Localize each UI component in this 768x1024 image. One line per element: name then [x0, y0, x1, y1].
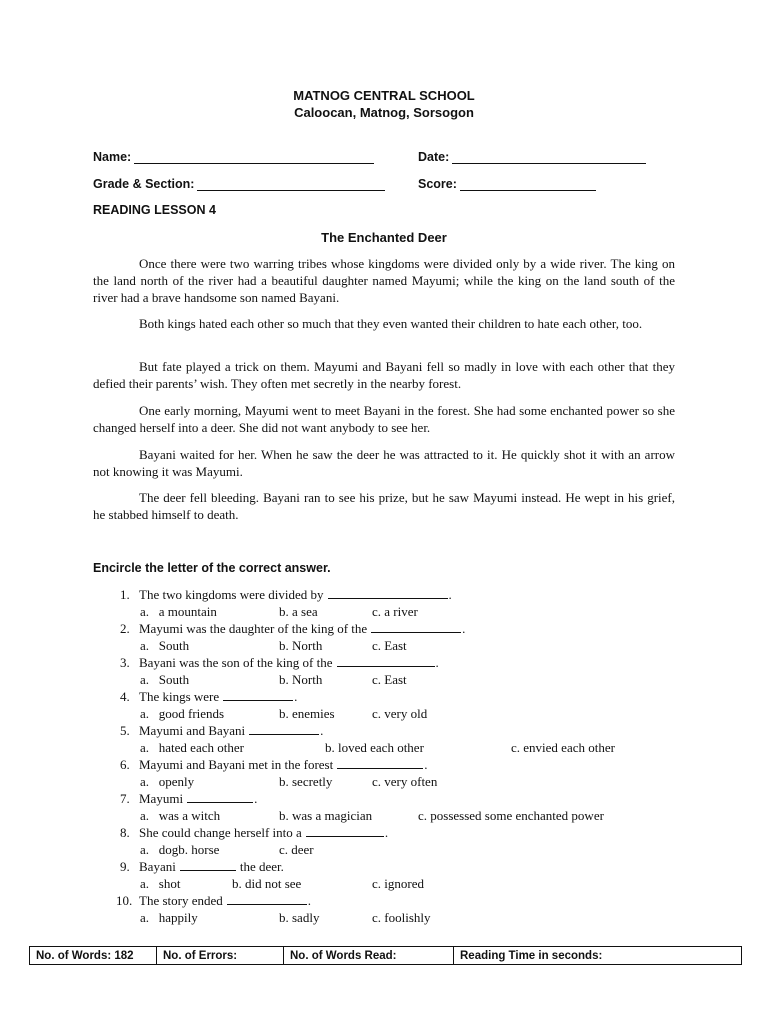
question-stem: She could change herself into a: [139, 825, 302, 840]
errors-cell[interactable]: No. of Errors:: [157, 947, 284, 965]
answer-blank[interactable]: [223, 689, 293, 701]
grade-section-label: Grade & Section:: [93, 177, 195, 191]
table-row: [30, 947, 742, 965]
answer-option[interactable]: c. very old: [372, 705, 428, 721]
name-label: Name:: [93, 150, 132, 164]
date-line: [452, 151, 646, 164]
answer-blank[interactable]: [180, 859, 236, 871]
question-stem: Bayani: [139, 859, 176, 874]
paragraph: [93, 255, 675, 306]
answer-option[interactable]: b. sadly: [279, 909, 320, 925]
question-text: [139, 757, 427, 773]
answer-option[interactable]: b. North: [279, 671, 323, 687]
answer-option[interactable]: c. deer: [279, 841, 314, 857]
answer-blank[interactable]: [187, 791, 253, 803]
lesson-label: READING LESSON 4: [93, 203, 216, 217]
answer-option[interactable]: c. very often: [372, 773, 438, 789]
question-stem-end: .: [384, 825, 389, 840]
grade-section-field[interactable]: [93, 177, 385, 191]
story-title: The Enchanted Deer: [321, 230, 447, 245]
paragraph-text: Bayani waited for her. When he saw the deer he was attracted to it. He quickly shot it with an arrow not knowing it was Mayumi.: [93, 447, 675, 479]
question-text: [139, 825, 388, 841]
answer-option[interactable]: a. hated each other: [140, 739, 244, 755]
answer-option[interactable]: c. ignored: [372, 875, 424, 891]
answer-option[interactable]: c. East: [372, 671, 407, 687]
question-stem: Mayumi: [139, 791, 184, 806]
answer-option[interactable]: b. enemies: [279, 705, 335, 721]
question-stem: Mayumi and Bayani: [139, 723, 246, 738]
question-stem: Mayumi was the daughter of the king of the: [139, 621, 368, 636]
question-text: [139, 893, 311, 909]
answer-option[interactable]: a. was a witch: [140, 807, 221, 823]
answer-option[interactable]: a. good friends: [140, 705, 225, 721]
question-stem-end: .: [294, 689, 298, 704]
instructions: Encircle the letter of the correct answer.: [93, 561, 331, 575]
question-stem: The kings were: [139, 689, 220, 704]
paragraph-text: But fate played a trick on them. Mayumi and Bayani fell so madly in love with each other that they defied their parents’ wish. They often met secretly in the nearby forest.: [93, 359, 675, 391]
date-label: Date:: [418, 150, 450, 164]
paragraph: [93, 358, 675, 392]
score-field[interactable]: [418, 177, 596, 191]
paragraph: [93, 315, 675, 332]
words-count-cell: No. of Words: 182: [30, 947, 157, 965]
answer-option[interactable]: b. did not see: [232, 875, 302, 891]
question-stem: The story ended: [139, 893, 223, 908]
answer-option[interactable]: a. a mountain: [140, 603, 217, 619]
score-line: [460, 178, 596, 191]
paragraph: [93, 402, 675, 436]
reading-record-table: [29, 946, 742, 965]
question-text: [139, 689, 297, 705]
answer-option[interactable]: a. happily: [140, 909, 198, 925]
question-stem-end: the deer.: [239, 859, 284, 874]
name-field[interactable]: [93, 150, 374, 164]
answer-option[interactable]: b. a sea: [279, 603, 318, 619]
question-stem: Mayumi and Bayani met in the forest: [139, 757, 334, 772]
question-stem: Bayani was the son of the king of the: [139, 655, 333, 670]
date-field[interactable]: [418, 150, 646, 164]
answer-option[interactable]: b. was a magician: [279, 807, 373, 823]
question-stem: The two kingdoms were divided by: [139, 587, 324, 602]
answer-blank[interactable]: [328, 587, 448, 599]
paragraph: [93, 446, 675, 480]
answer-blank[interactable]: [227, 893, 307, 905]
answer-option[interactable]: c. envied each other: [511, 739, 615, 755]
answer-blank[interactable]: [371, 621, 461, 633]
name-line: [134, 151, 374, 164]
school-name: MATNOG CENTRAL SCHOOL: [293, 88, 475, 103]
question-number: 8.: [120, 825, 130, 840]
paragraph-text: The deer fell bleeding. Bayani ran to see his prize, but he saw Mayumi instead. He wept in his grief, he stabbed himself to death.: [93, 490, 675, 522]
question-number: 6.: [120, 757, 130, 772]
paragraph-text: Both kings hated each other so much that they even wanted their children to hate each other, too.: [139, 316, 643, 331]
answer-option[interactable]: a. shot: [140, 875, 181, 891]
answer-blank[interactable]: [337, 757, 423, 769]
answer-option[interactable]: b. secretly: [279, 773, 333, 789]
answer-blank[interactable]: [306, 825, 384, 837]
answer-blank[interactable]: [337, 655, 435, 667]
question-stem-end: .: [435, 655, 439, 670]
question-stem-end: .: [424, 757, 428, 772]
question-stem-end: .: [307, 893, 312, 908]
answer-option[interactable]: a. South: [140, 671, 190, 687]
question-number: 5.: [120, 723, 130, 738]
answer-option[interactable]: b. North: [279, 637, 323, 653]
question-number: 3.: [120, 655, 130, 670]
question-text: [139, 859, 284, 875]
answer-option[interactable]: c. a river: [372, 603, 418, 619]
question-stem-end: .: [320, 723, 324, 738]
answer-option[interactable]: c. East: [372, 637, 407, 653]
school-address: Caloocan, Matnog, Sorsogon: [294, 105, 474, 120]
answer-option[interactable]: a. openly: [140, 773, 195, 789]
paragraph: [93, 489, 675, 523]
question-number: 2.: [120, 621, 130, 636]
question-text: [139, 791, 257, 807]
answer-option[interactable]: c. possessed some enchanted power: [418, 807, 604, 823]
answer-option[interactable]: a. dogb. horse: [140, 841, 220, 857]
reading-time-cell[interactable]: Reading Time in seconds:: [454, 947, 742, 965]
question-stem-end: .: [254, 791, 258, 806]
question-stem-end: .: [448, 587, 452, 602]
answer-option[interactable]: a. South: [140, 637, 190, 653]
answer-option[interactable]: c. foolishly: [372, 909, 431, 925]
question-number: 4.: [120, 689, 130, 704]
question-number: 9.: [120, 859, 130, 874]
paragraph-text: One early morning, Mayumi went to meet Bayani in the forest. She had some enchanted power so she changed herself into a deer. She did not want anybody to see her.: [93, 403, 675, 435]
answer-option[interactable]: b. loved each other: [325, 739, 424, 755]
words-read-cell[interactable]: No. of Words Read:: [284, 947, 454, 965]
question-text: [139, 655, 439, 671]
answer-blank[interactable]: [249, 723, 319, 735]
question-number: 10.: [116, 893, 133, 908]
question-number: 7.: [120, 791, 130, 806]
question-text: [139, 587, 452, 603]
question-stem-end: .: [462, 621, 466, 636]
question-text: [139, 723, 323, 739]
question-number: 1.: [120, 587, 130, 602]
grade-section-line: [197, 178, 385, 191]
paragraph-text: Once there were two warring tribes whose kingdoms were divided only by a wide river. The king on the land north of the river had a beautiful daughter named Mayumi; while the king on the land south of the river had a brave handsome son named Bayani.: [93, 256, 675, 305]
score-label: Score:: [418, 177, 457, 191]
question-text: [139, 621, 465, 637]
